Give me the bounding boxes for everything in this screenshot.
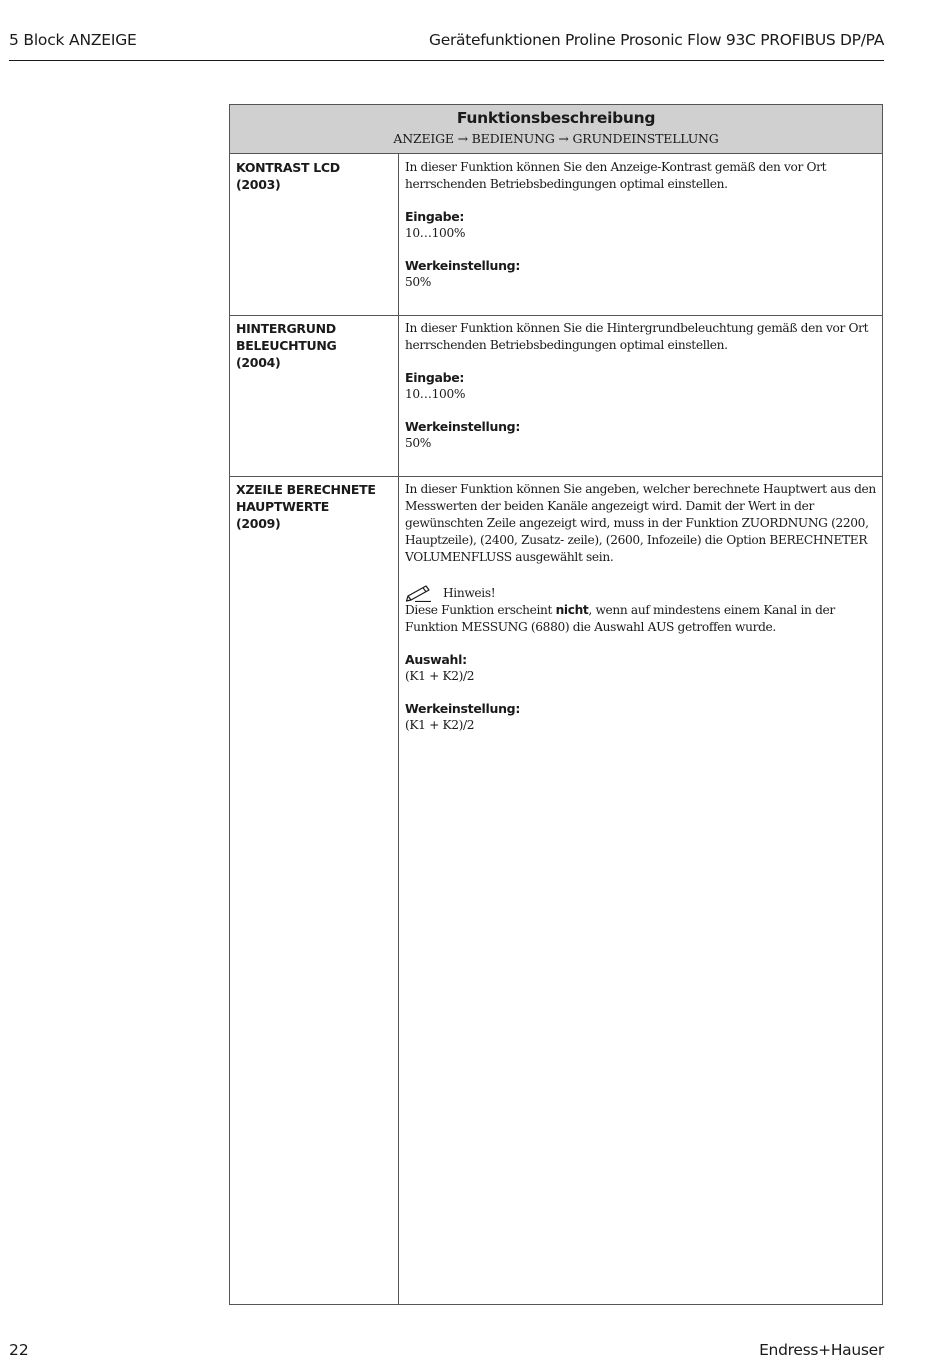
function-name-hintergrund xyxy=(236,320,396,371)
menu-path: ANZEIGE → BEDIENUNG → GRUNDEINSTELLUNG xyxy=(393,131,719,146)
function-name-line: HINTERGRUND xyxy=(236,321,336,336)
function-name-line: HAUPTWERTE xyxy=(236,499,330,514)
function-description-kontrast xyxy=(405,159,880,291)
description-text: In dieser Funktion können Sie den Anzeige-Kontrast gemäß den vor Ort herrschenden Betriebsbedingungen optimal einstellen. xyxy=(405,160,827,191)
default-label: Werkeinstellung: xyxy=(405,419,521,434)
note-text xyxy=(405,602,880,636)
section-header: 5 Block ANZEIGE xyxy=(9,31,137,49)
input-label: Eingabe: xyxy=(405,370,465,385)
default-value: 50% xyxy=(405,436,432,450)
function-code: (2009) xyxy=(236,516,281,531)
table-title: Funktionsbeschreibung xyxy=(456,109,656,127)
note-heading xyxy=(405,581,880,602)
function-table xyxy=(229,104,883,1305)
note-text-part: Diese Funktion erscheint xyxy=(405,603,556,617)
input-value: 10…100% xyxy=(405,387,466,401)
function-code: (2003) xyxy=(236,177,281,192)
default-label: Werkeinstellung: xyxy=(405,258,521,273)
description-text: In dieser Funktion können Sie die Hintergrundbeleuchtung gemäß den vor Ort herrschenden Betriebsbedingungen optimal einstellen. xyxy=(405,321,869,352)
table-header xyxy=(230,105,882,154)
default-value: 50% xyxy=(405,275,432,289)
select-label: Auswahl: xyxy=(405,652,467,667)
input-label: Eingabe: xyxy=(405,209,465,224)
function-name-line: BELEUCHTUNG xyxy=(236,338,337,353)
default-value: (K1 + K2)/2 xyxy=(405,718,475,732)
note-title: Hinweis! xyxy=(443,586,496,600)
description-text: In dieser Funktion können Sie angeben, welcher berechnete Hauptwert aus den Messwerten der beiden Kanäle angezeigt wird. Damit der Wert in der gewünschten Zeile angezeigt wird, muss in der Funktion ZUORDNUNG (2200, Hauptzeile), (2400, Zusatz- zeile), (2600, Infozeile) die Option BERECHNETER VOLUMENFLUSS ausgewählt sein. xyxy=(405,482,876,564)
function-name-line: KONTRAST LCD xyxy=(236,160,340,175)
note-text-emphasis: nicht xyxy=(555,603,589,617)
function-name-xzeile xyxy=(236,481,396,532)
pencil-icon xyxy=(405,582,433,602)
function-description-hintergrund xyxy=(405,320,880,452)
function-code: (2004) xyxy=(236,355,281,370)
function-name-line: XZEILE BERECHNETE xyxy=(236,482,376,497)
function-name-kontrast xyxy=(236,159,396,193)
row-divider xyxy=(230,476,882,477)
function-description-xzeile xyxy=(405,481,880,734)
note-text-part: , wenn auf mindestens einem Kanal in der Funktion MESSUNG (6880) die Auswahl AUS getroffen wurde. xyxy=(405,603,835,634)
select-value: (K1 + K2)/2 xyxy=(405,669,475,683)
default-label: Werkeinstellung: xyxy=(405,701,521,716)
header-divider xyxy=(9,60,884,61)
input-value: 10…100% xyxy=(405,226,466,240)
column-divider xyxy=(398,153,399,1304)
brand-name: Endress+Hauser xyxy=(759,1341,884,1359)
row-divider xyxy=(230,315,882,316)
page-number: 22 xyxy=(9,1341,29,1359)
document-title: Gerätefunktionen Proline Prosonic Flow 93C PROFIBUS DP/PA xyxy=(429,31,884,49)
